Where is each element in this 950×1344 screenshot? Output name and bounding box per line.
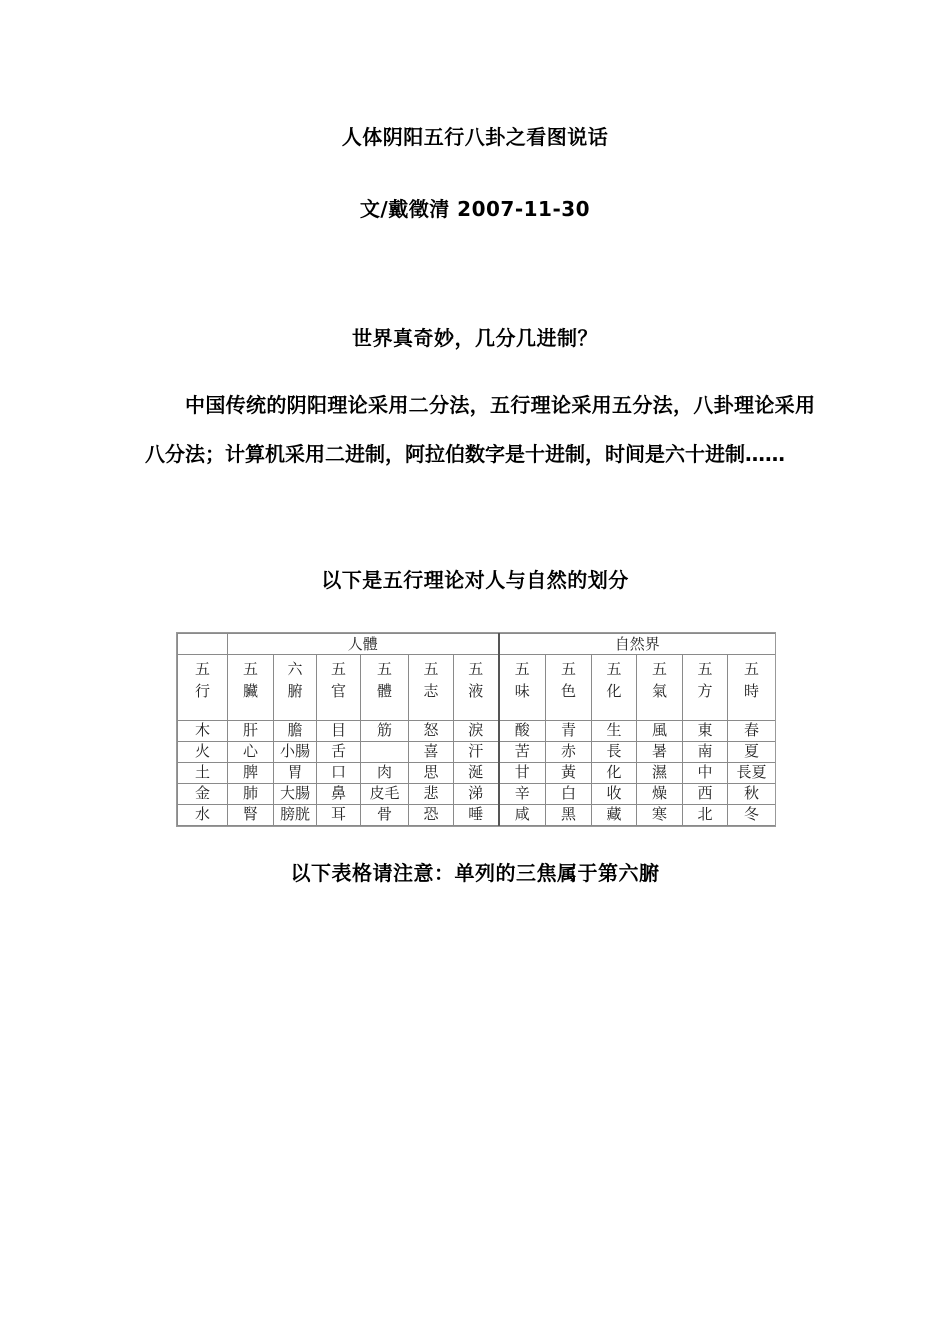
column-header-char: 化 (606, 682, 622, 701)
table-cell: 胃 (274, 762, 317, 783)
column-header (499, 655, 546, 720)
table-cell: 化 (592, 762, 637, 783)
column-header-char: 五 (697, 660, 713, 679)
table-cell: 膀胱 (274, 804, 317, 825)
table-row (178, 741, 776, 762)
column-header (228, 655, 274, 720)
column-header (409, 655, 454, 720)
column-header-char: 方 (697, 682, 713, 701)
table-cell: 喜 (409, 741, 454, 762)
column-header-char: 志 (423, 682, 439, 701)
section-heading: 世界真奇妙，几分几进制？ (352, 326, 598, 350)
column-header-char: 五 (468, 660, 484, 679)
table-cell: 黑 (546, 804, 592, 825)
table-cell: 土 (178, 762, 228, 783)
table-cell: 西 (683, 783, 728, 804)
column-header-char: 五 (514, 660, 530, 679)
column-header-char: 色 (561, 682, 577, 701)
column-header-char: 五 (330, 660, 346, 679)
intro-paragraph: 中国传统的阴阳理论采用二分法，五行理论采用五分法，八卦理论采用八分法；计算机采用二进制，阿拉伯数字是十进制，时间是六十进制…… (145, 393, 815, 466)
column-header-char: 液 (468, 682, 484, 701)
table-cell: 涎 (454, 762, 499, 783)
table-cell: 小腸 (274, 741, 317, 762)
table-cell: 肉 (361, 762, 409, 783)
table-cell: 冬 (728, 804, 776, 825)
table-cell: 夏 (728, 741, 776, 762)
column-header (728, 655, 776, 720)
column-header (592, 655, 637, 720)
table-cell: 秋 (728, 783, 776, 804)
table-cell: 骨 (361, 804, 409, 825)
table-row (178, 804, 776, 825)
column-header (274, 655, 317, 720)
table-cell: 燥 (637, 783, 683, 804)
table-cell: 咸 (499, 804, 546, 825)
table-cell: 火 (178, 741, 228, 762)
table-cell: 恐 (409, 804, 454, 825)
column-header-char: 行 (194, 682, 210, 701)
column-header-char: 味 (514, 682, 530, 701)
table-cell: 中 (683, 762, 728, 783)
column-header-char: 五 (652, 660, 668, 679)
table-cell: 長 (592, 741, 637, 762)
table-cell: 暑 (637, 741, 683, 762)
table-row (178, 720, 776, 741)
group-header-body: 人體 (228, 634, 499, 655)
table-cell: 筋 (361, 720, 409, 741)
table-caption: 以下是五行理论对人与自然的划分 (321, 568, 629, 592)
table-cell: 心 (228, 741, 274, 762)
column-header-char: 五 (606, 660, 622, 679)
column-header-char: 五 (194, 660, 210, 679)
column-header-char: 五 (561, 660, 577, 679)
table-row (178, 783, 776, 804)
table-cell: 皮毛 (361, 783, 409, 804)
group-header-nature: 自然界 (499, 634, 776, 655)
table-cell: 濕 (637, 762, 683, 783)
table-row (178, 762, 776, 783)
table-cell: 舌 (317, 741, 361, 762)
table-cell (361, 741, 409, 762)
five-elements-table (177, 633, 776, 826)
table-cell: 肝 (228, 720, 274, 741)
table-cell: 涕 (454, 783, 499, 804)
column-header (637, 655, 683, 720)
table-cell: 生 (592, 720, 637, 741)
column-header (683, 655, 728, 720)
table-cell: 鼻 (317, 783, 361, 804)
table-cell: 脾 (228, 762, 274, 783)
column-header-char: 五 (376, 660, 392, 679)
column-header-char: 腑 (287, 682, 303, 701)
column-header-char: 五 (744, 660, 760, 679)
table-cell: 汗 (454, 741, 499, 762)
column-header-char: 氣 (652, 682, 668, 701)
table-cell: 白 (546, 783, 592, 804)
table-cell: 目 (317, 720, 361, 741)
table-cell: 大腸 (274, 783, 317, 804)
column-header-char: 官 (330, 682, 346, 701)
column-header-char: 時 (744, 682, 760, 701)
table-cell: 肺 (228, 783, 274, 804)
table-cell: 木 (178, 720, 228, 741)
table-cell: 風 (637, 720, 683, 741)
table-cell: 水 (178, 804, 228, 825)
column-header-char: 臟 (242, 682, 258, 701)
table-cell: 赤 (546, 741, 592, 762)
column-header-row (178, 655, 776, 720)
table-cell: 北 (683, 804, 728, 825)
table-cell: 唾 (454, 804, 499, 825)
table-corner-cell (178, 634, 228, 655)
document-title: 人体阴阳五行八卦之看图说话 (341, 125, 609, 149)
table-cell: 青 (546, 720, 592, 741)
table-note: 以下表格请注意：单列的三焦属于第六腑 (290, 861, 660, 885)
column-header (317, 655, 361, 720)
table-cell: 金 (178, 783, 228, 804)
table-cell: 春 (728, 720, 776, 741)
table-cell: 黃 (546, 762, 592, 783)
table-cell: 耳 (317, 804, 361, 825)
byline: 文/戴徵清 2007-11-30 (359, 197, 591, 221)
table-cell: 膽 (274, 720, 317, 741)
column-header (361, 655, 409, 720)
table-cell: 思 (409, 762, 454, 783)
table-cell: 苦 (499, 741, 546, 762)
table-cell: 腎 (228, 804, 274, 825)
table-cell: 怒 (409, 720, 454, 741)
column-header (454, 655, 499, 720)
table-cell: 口 (317, 762, 361, 783)
five-elements-table-figure (176, 632, 776, 827)
table-cell: 辛 (499, 783, 546, 804)
table-cell: 悲 (409, 783, 454, 804)
column-header (546, 655, 592, 720)
table-cell: 甘 (499, 762, 546, 783)
table-cell: 藏 (592, 804, 637, 825)
table-cell: 南 (683, 741, 728, 762)
table-cell: 寒 (637, 804, 683, 825)
column-header (178, 655, 228, 720)
column-header-char: 體 (376, 682, 392, 701)
table-body (178, 720, 776, 826)
table-cell: 淚 (454, 720, 499, 741)
column-header-char: 五 (423, 660, 439, 679)
table-cell: 長夏 (728, 762, 776, 783)
table-cell: 酸 (499, 720, 546, 741)
column-header-char: 六 (287, 660, 303, 679)
column-header-char: 五 (242, 660, 258, 679)
table-cell: 收 (592, 783, 637, 804)
table-cell: 東 (683, 720, 728, 741)
